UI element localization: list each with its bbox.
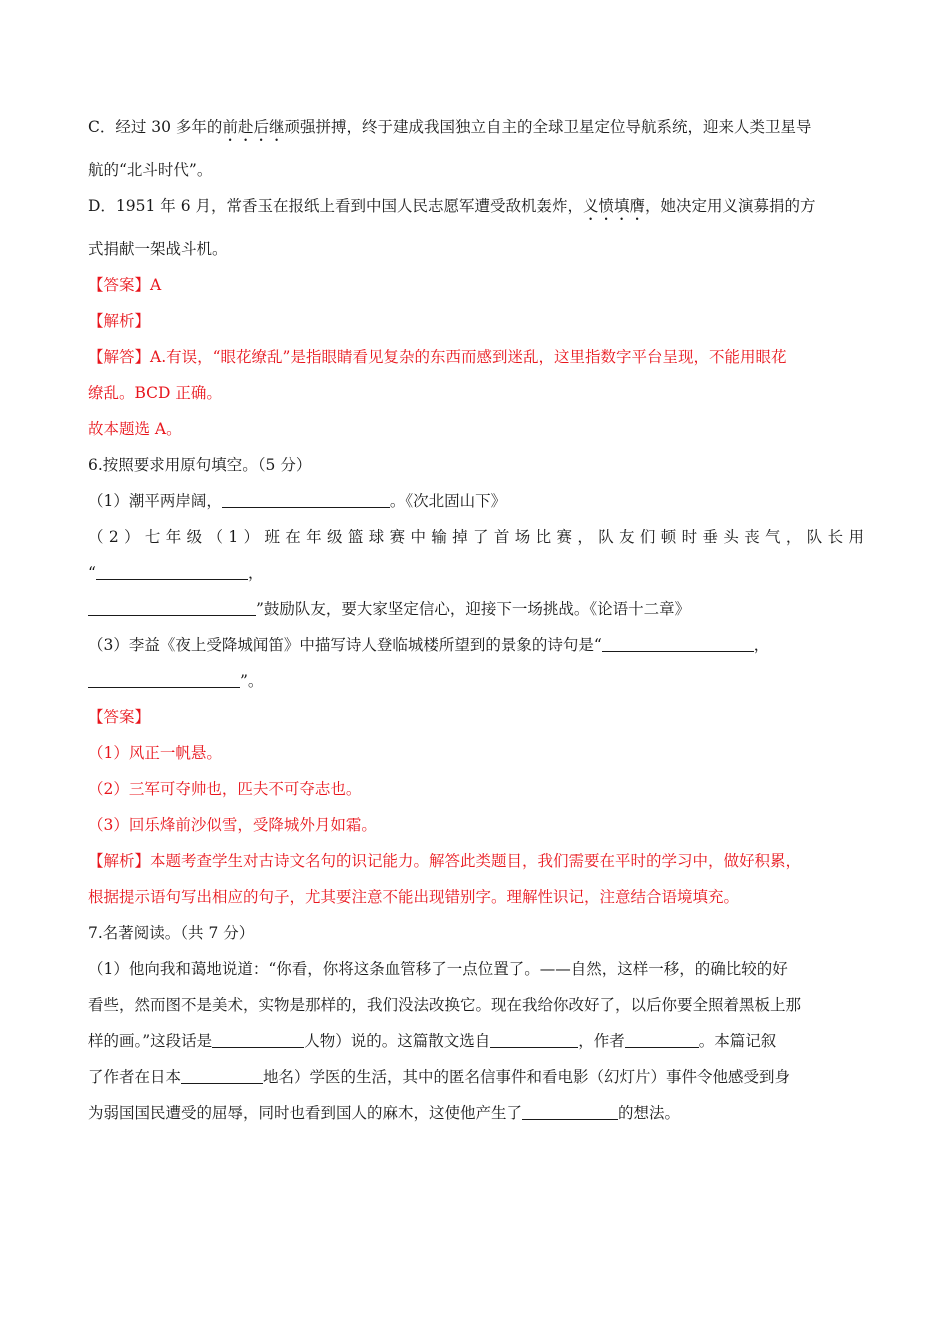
q5-analysis-heading: 【解析】: [88, 312, 151, 330]
q5-answer: 【答案】A: [88, 276, 162, 294]
q6-item2-line3: ”鼓励队友，要大家坚定信心，迎接下一场挑战。《论语十二章》: [88, 598, 864, 620]
q5-explanation-line1: 【解答】A.有误，“眼花缭乱”是指眼睛看见复杂的东西而感到迷乱，这里指数字平台呈现，不能用眼花: [88, 348, 787, 366]
option-d-line1: D．1951 年 6 月，常香玉在报纸上看到中国人民志愿军遭受敌机轰炸，义愤填膺，她决定用义演募捐的方: [88, 197, 816, 215]
fill-blank: [522, 1103, 618, 1120]
q6-analysis-line2: 根据提示语句写出相应的句子，尤其要注意不能出现错别字。理解性识记，注意结合语境填充。: [88, 888, 740, 906]
emphasis-term: 前赴后继: [222, 118, 285, 136]
q7-title: 7.名著阅读。（共 7 分）: [88, 924, 255, 942]
fill-blank: [96, 563, 248, 580]
fill-blank: [490, 1031, 578, 1048]
option-c-line1: C．经过 30 多年的前赴后继顽强拼搏，终于建成我国独立自主的全球卫星定位导航系统，迎来人类卫星导: [88, 118, 812, 136]
q6-item2-line1: （2）七年级（1）班在年级篮球赛中输掉了首场比赛，队友们顿时垂头丧气，队长用: [88, 528, 864, 546]
option-c-line2: 航的“北斗时代”。: [88, 161, 213, 179]
option-d-line2: 式捐献一架战斗机。: [88, 240, 228, 258]
q6-answer-3: （3）回乐烽前沙似雪，受降城外月如霜。: [88, 816, 377, 834]
q7-para-line1: （1）他向我和蔼地说道：“你看，你将这条血管移了一点位置了。——自然，这样一移，的确比较的好: [88, 960, 788, 978]
q6-item1: （1）潮平两岸阔， 。《次北固山下》: [88, 492, 507, 510]
emphasis-term: 义愤填膺: [583, 197, 646, 215]
q6-answer-2: （2）三军可夺帅也，匹夫不可夺志也。: [88, 780, 362, 798]
q6-answer-1: （1）风正一帆悬。: [88, 744, 222, 762]
q7-para-line4: 了作者在日本 地名）学医的生活，其中的匿名信事件和看电影（幻灯片）事件令他感受到身: [88, 1068, 791, 1086]
q5-conclusion: 故本题选 A。: [88, 420, 182, 438]
fill-blank: [88, 671, 240, 688]
fill-blank: [212, 1031, 304, 1048]
q6-item3-line2: ”。: [88, 670, 864, 692]
q7-para-line2: 看些，然而图不是美术，实物是那样的，我们没法改换它。现在我给你改好了，以后你要全照着黑板上那: [88, 996, 802, 1014]
q5-explanation-line2: 缭乱。BCD 正确。: [88, 384, 222, 402]
fill-blank: [88, 599, 256, 616]
q6-analysis-line1: 【解析】本题考查学生对古诗文名句的识记能力。解答此类题目，我们需要在平时的学习中，做好积累，: [88, 852, 802, 870]
fill-blank: [625, 1031, 699, 1048]
fill-blank: [602, 635, 754, 652]
q6-item2-line2: “ ，: [88, 564, 264, 582]
q6-answer-heading: 【答案】: [88, 708, 151, 726]
fill-blank: [181, 1067, 263, 1084]
q7-para-line3: 样的画。”这段话是 人物）说的。这篇散文选自 ，作者 。本篇记叙: [88, 1032, 777, 1050]
q6-title: 6.按照要求用原句填空。（5 分）: [88, 456, 312, 474]
q7-para-line5: 为弱国国民遭受的屈辱，同时也看到国人的麻木，这使他产生了 的想法。: [88, 1104, 681, 1122]
q6-item3-line1: （3）李益《夜上受降城闻笛》中描写诗人登临城楼所望到的景象的诗句是“ ，: [88, 636, 770, 654]
fill-blank: [222, 491, 390, 508]
document-page: [88, 104, 864, 1124]
